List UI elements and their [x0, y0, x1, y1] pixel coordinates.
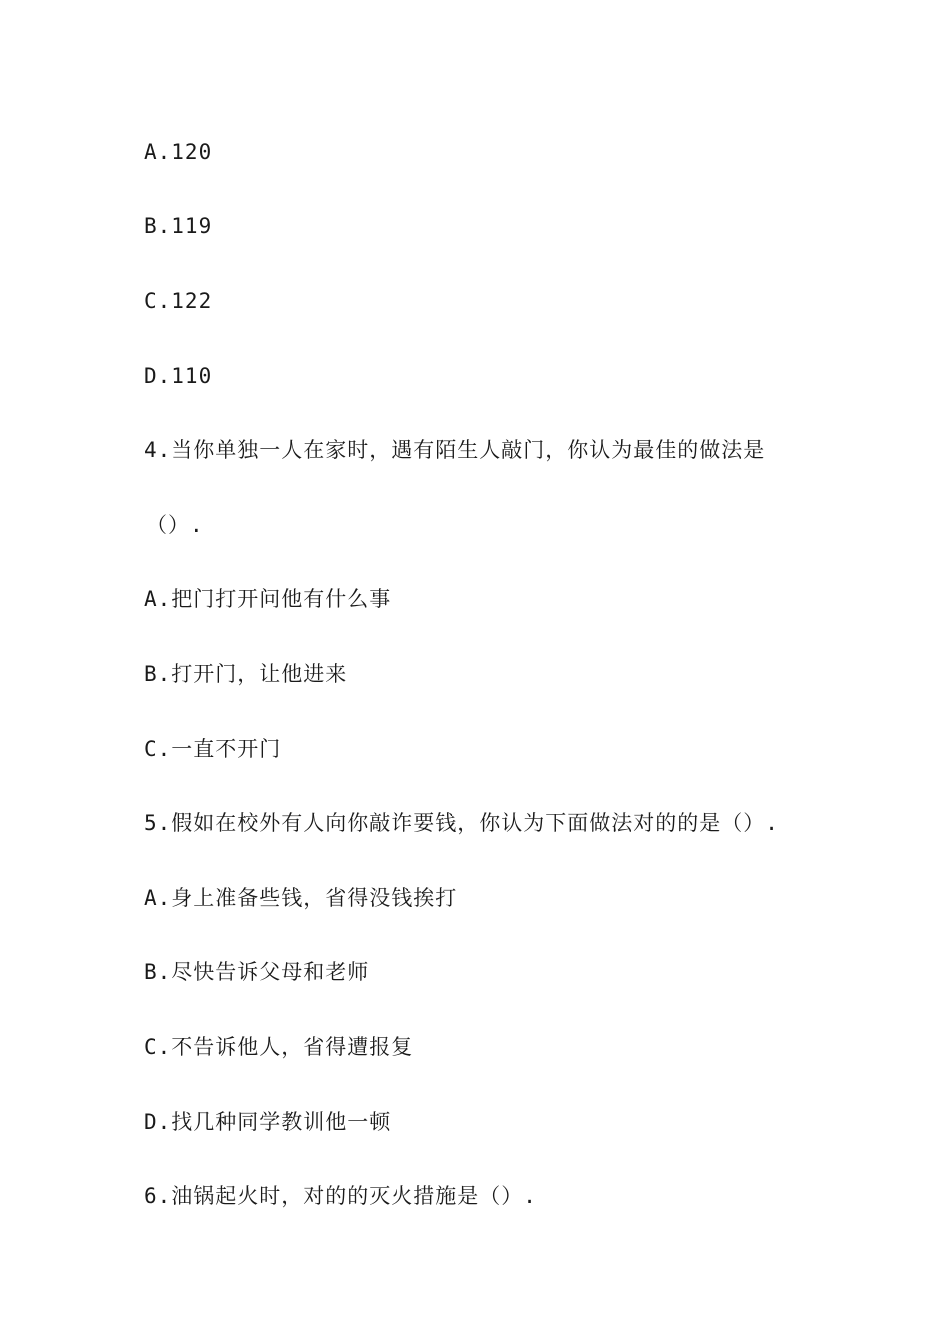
q4-option-c: C.一直不开门	[144, 737, 282, 761]
q5-option-b: B.尽快告诉父母和老师	[144, 960, 370, 984]
q6-question: 6.油锅起火时，对的的灭火措施是（）.	[144, 1184, 537, 1208]
q4-option-a: A.把门打开问他有什么事	[144, 587, 392, 611]
q3-option-d: D.110	[144, 364, 213, 388]
q4-question-cont: （）.	[146, 513, 204, 537]
q4-option-b: B.打开门，让他进来	[144, 662, 348, 686]
q4-question: 4.当你单独一人在家时，遇有陌生人敲门，你认为最佳的做法是	[144, 438, 766, 462]
q5-option-d: D.找几种同学教训他一顿	[144, 1110, 392, 1134]
q5-option-c: C.不告诉他人，省得遭报复	[144, 1035, 414, 1059]
q5-option-a: A.身上准备些钱，省得没钱挨打	[144, 886, 458, 910]
q3-option-a: A.120	[144, 140, 213, 164]
q5-question: 5.假如在校外有人向你敲诈要钱，你认为下面做法对的的是（）.	[144, 811, 779, 835]
q3-option-b: B.119	[144, 214, 213, 238]
q3-option-c: C.122	[144, 289, 213, 313]
